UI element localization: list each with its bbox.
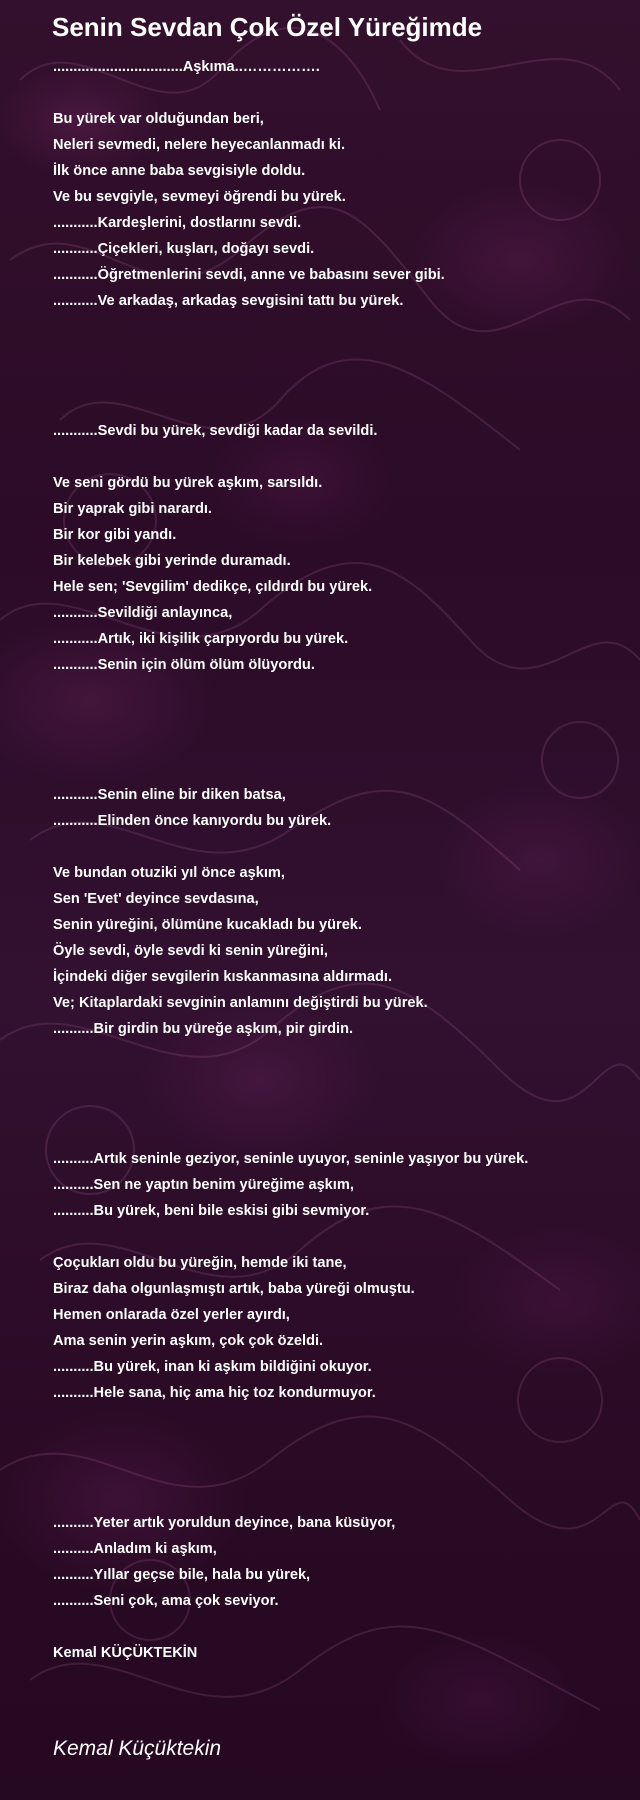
- poem-title: Senin Sevdan Çok Özel Yüreğimde: [52, 12, 483, 42]
- author-signature: Kemal Küçüktekin: [53, 1737, 222, 1760]
- poem-body: ................................Aşkıma..……………. Bu yürek var olduğundan beri, Neleri sevmedi, nelere heyecanlanmadı ki. İlk önce anne baba sevgisiyle doldu. Ve bu sevgiyle, sevmeyi öğrendi bu yürek. ...........Kardeşlerini, dostlarını sevdi. ...........Çiçekleri, kuşları, doğayı sevdi. ...........Öğretmenlerini sevdi, anne ve babasını sever gibi. ...........Ve arkadaş, arkadaş sevgisini tattı bu yürek. ...........Sevdi bu yürek, sevdiği kadar da sevildi. Ve seni gördü bu yürek aşkım, sarsıldı. Bir yaprak gibi narardı. Bir kor gibi yandı. Bir kelebek gibi yerinde duramadı. Hele sen; 'Sevgilim' dedikçe, çıldırdı bu yürek. ...........Sevildiği anlayınca, ...........Artık, iki kişilik çarpıyordu bu yürek. ...........Senin için ölüm ölüm ölüyordu. ...........Senin eline bir diken batsa, ...........Elinden önce kanıyordu bu yürek. Ve bundan otuziki yıl önce aşkım, Sen 'Evet' deyince sevdasına, Senin yüreğini, ölümüne kucakladı bu yürek. Öyle sevdi, öyle sevdi ki senin yüreğini, İçindeki diğer sevgilerin kıskanmasına aldırmadı. Ve; Kitaplardaki sevginin anlamını değiştirdi bu yürek. ..........Bir girdin bu yüreğe aşkım, pir girdin. ..........Artık seninle geziyor, seninle uyuyor, seninle yaşıyor bu yürek. ..........Sen ne yaptın benim yüreğime aşkım, ..........Bu yürek, beni bile eskisi gibi sevmiyor. Çoçukları oldu bu yüreğin, hemde iki tane, Biraz daha olgunlaşmıştı artık, baba yüreği olmuştu. Hemen onlarada özel yerler ayırdı, Ama senin yerin aşkım, çok çok özeldi. ..........Bu yürek, inan ki aşkım bildiğini okuyor. ..........Hele sana, hiç ama hiç toz kondurmuyor. ..........Yeter artık yoruldun deyince, bana küsüyor, ..........Anladım ki aşkım, ..........Yıllar geçse bile, hala bu yürek, ..........Seni çok, ama çok seviyor. Kemal KÜÇÜKTEKİN: [53, 59, 529, 1661]
